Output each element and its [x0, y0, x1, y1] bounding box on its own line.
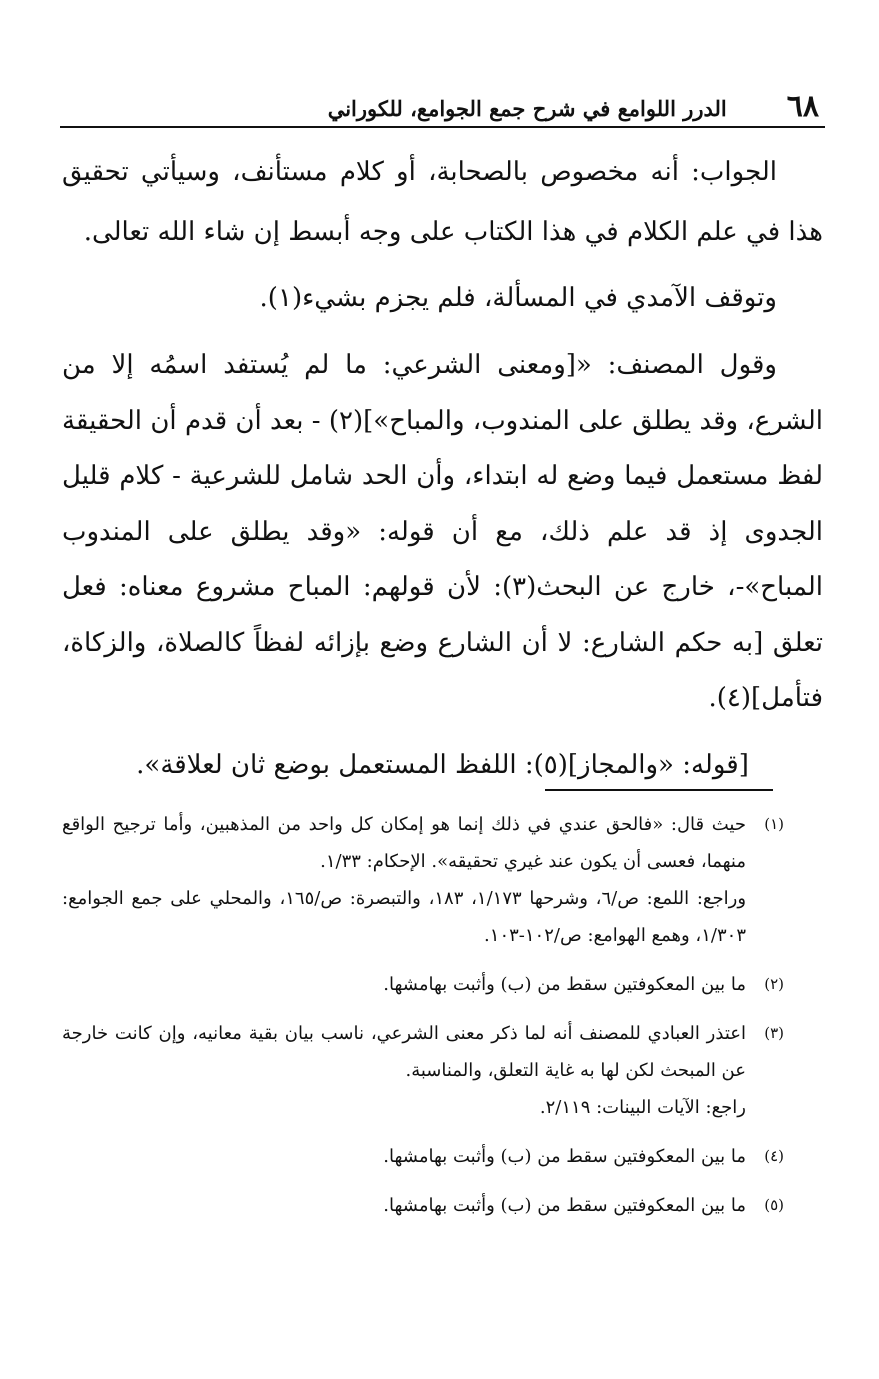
footnote-body [62, 806, 746, 954]
footnote-text: ما بين المعكوفتين سقط من (ب) وأثبت بهامشها. [383, 1195, 746, 1216]
footnote-text: حيث قال: «فالحق عندي في ذلك إنما هو إمكان كل واحد من المذهبين، وأما ترجيح الواقع منهما، فعسى أن يكون عند غيري تحقيقه». الإحكام: ١/٣٣. [62, 814, 746, 872]
footnote-number: (١) [764, 815, 784, 833]
footnote-body [62, 966, 746, 1003]
paragraph-author-statement: وقول المصنف: «[ومعنى الشرعي: ما لم يُستفد اسمُه إلا من الشرع، وقد يطلق على المندوب، والمباح»](٢) - بعد أن قدم أن الحقيقة لفظ مستعمل فيما وضع له ابتداء، وأن الحد شامل للشرعية - كلام قليل الجدوى إذ قد علم ذلك، مع أن قوله: «وقد يطلق على المندوب المباح»-، خارج عن البحث(٣): لأن قولهم: المباح مشروع معناه: فعل تعلق [به حكم الشارع: لا أن الشارع وضع بإزائه لفظاً كالصلاة، والزكاة، فتأمل](٤). [62, 350, 824, 713]
footnote-body [62, 1187, 746, 1224]
footnote [62, 1015, 784, 1126]
footnote [62, 966, 784, 1003]
footnote-number: (٥) [764, 1196, 784, 1214]
footnotes [62, 806, 784, 1236]
footnote [62, 806, 784, 954]
footnote [62, 1187, 784, 1224]
footnote-number: (٣) [764, 1024, 784, 1042]
book-title: الدرر اللوامع في شرح جمع الجوامع، للكوراني [327, 96, 727, 121]
footnote-text: اعتذر العبادي للمصنف أنه لما ذكر معنى الشرعي، ناسب بيان بقية معانيه، وإن كانت خارجة عن المبحث لكن لها به غاية التعلق، والمناسبة. [62, 1023, 746, 1081]
footnote-body [62, 1138, 746, 1175]
footnote-number: (٤) [764, 1147, 784, 1165]
footnote-text: ما بين المعكوفتين سقط من (ب) وأثبت بهامشها. [383, 1146, 746, 1167]
paragraph-answer: الجواب: أنه مخصوص بالصحابة، أو كلام مستأنف، وسيأتي تحقيق هذا في علم الكلام في هذا الكتاب على وجه أبسط إن شاء الله تعالى. [62, 157, 823, 247]
paragraph-majaz: [قوله: «والمجاز](٥): اللفظ المستعمل بوضع ثان لعلاقة». [136, 749, 749, 780]
footnote-text: ما بين المعكوفتين سقط من (ب) وأثبت بهامشها. [383, 974, 746, 995]
page-number: ٦٨ [786, 89, 819, 124]
footnote-reference: راجع: الآيات البينات: ٢/١١٩. [539, 1097, 746, 1118]
footnote [62, 1138, 784, 1175]
footnote-body [62, 1015, 746, 1126]
running-header [60, 84, 825, 128]
main-text [62, 142, 823, 795]
footnote-separator [545, 789, 773, 791]
footnote-reference: وراجع: اللمع: ص/٦، وشرحها ١/١٧٣، ١٨٣، والتبصرة: ص/١٦٥، والمحلي على جمع الجوامع: ١/٣٠٣، وهمع الهوامع: ص/١٠٢-١٠٣. [62, 888, 747, 946]
paragraph-amidi: وتوقف الآمدي في المسألة، فلم يجزم بشيء(١). [259, 283, 777, 313]
footnote-number: (٢) [764, 975, 784, 993]
